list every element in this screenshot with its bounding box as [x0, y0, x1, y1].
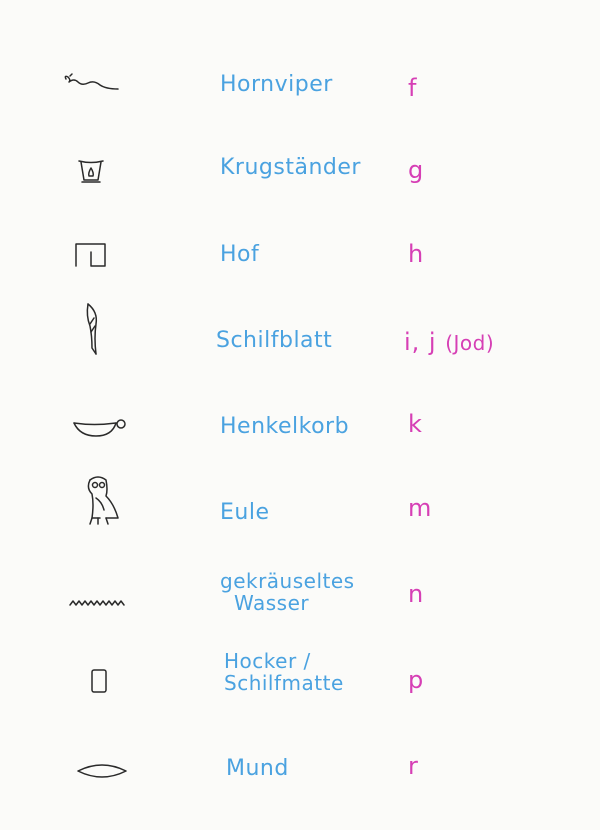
owl-glyph-icon	[84, 474, 154, 526]
sound-letter: h	[408, 240, 425, 268]
sound-value	[408, 76, 417, 100]
sound-value	[408, 668, 424, 692]
sound-letter: g	[408, 156, 425, 184]
reed-leaf-glyph-icon	[82, 302, 152, 356]
sound-value	[408, 496, 432, 520]
sign-name-line: Schilfblatt	[216, 328, 333, 353]
horned-viper-glyph-icon	[60, 74, 130, 96]
sound-value	[408, 158, 424, 182]
mouth-glyph-icon	[76, 762, 146, 780]
sound-letter: f	[408, 74, 418, 102]
sign-name	[220, 416, 349, 438]
sound-value	[408, 242, 424, 266]
sign-name-line: Hornviper	[220, 72, 333, 97]
sound-value	[404, 330, 494, 355]
sign-name	[226, 758, 289, 780]
water-ripple-glyph-icon	[68, 598, 138, 608]
jar-stand-glyph-icon	[76, 158, 146, 188]
courtyard-glyph-icon	[74, 242, 144, 268]
basket-with-handle-glyph-icon	[72, 418, 142, 440]
sign-name	[220, 74, 333, 96]
sound-note: (Jod)	[445, 331, 495, 355]
sound-letter: n	[408, 580, 425, 608]
sound-letter: r	[408, 752, 419, 780]
sign-name-line: Krugständer	[220, 155, 361, 180]
sign-name	[220, 244, 259, 266]
sign-name-line: Eule	[220, 500, 270, 525]
sign-name	[216, 330, 332, 352]
sound-value	[408, 754, 419, 778]
sound-value	[408, 582, 424, 606]
sign-name	[220, 570, 355, 614]
sign-name	[220, 502, 270, 524]
sign-name-line: Hof	[220, 242, 260, 267]
sign-name	[224, 650, 344, 694]
sign-name-line: Hocker /	[224, 649, 311, 673]
sign-name-line: Mund	[226, 756, 289, 781]
stool-mat-glyph-icon	[90, 668, 160, 694]
sound-letter: k	[408, 410, 423, 438]
sound-letter: i, j	[404, 328, 437, 356]
sign-name	[220, 157, 361, 179]
sound-letter: p	[408, 666, 425, 694]
sign-name-line: Schilfmatte	[224, 671, 344, 695]
sound-letter: m	[408, 494, 433, 522]
sign-name-line: gekräuseltes	[220, 569, 355, 593]
sign-name-line: Henkelkorb	[220, 414, 350, 439]
sign-name-line: Wasser	[234, 591, 310, 615]
sound-value	[408, 412, 423, 436]
